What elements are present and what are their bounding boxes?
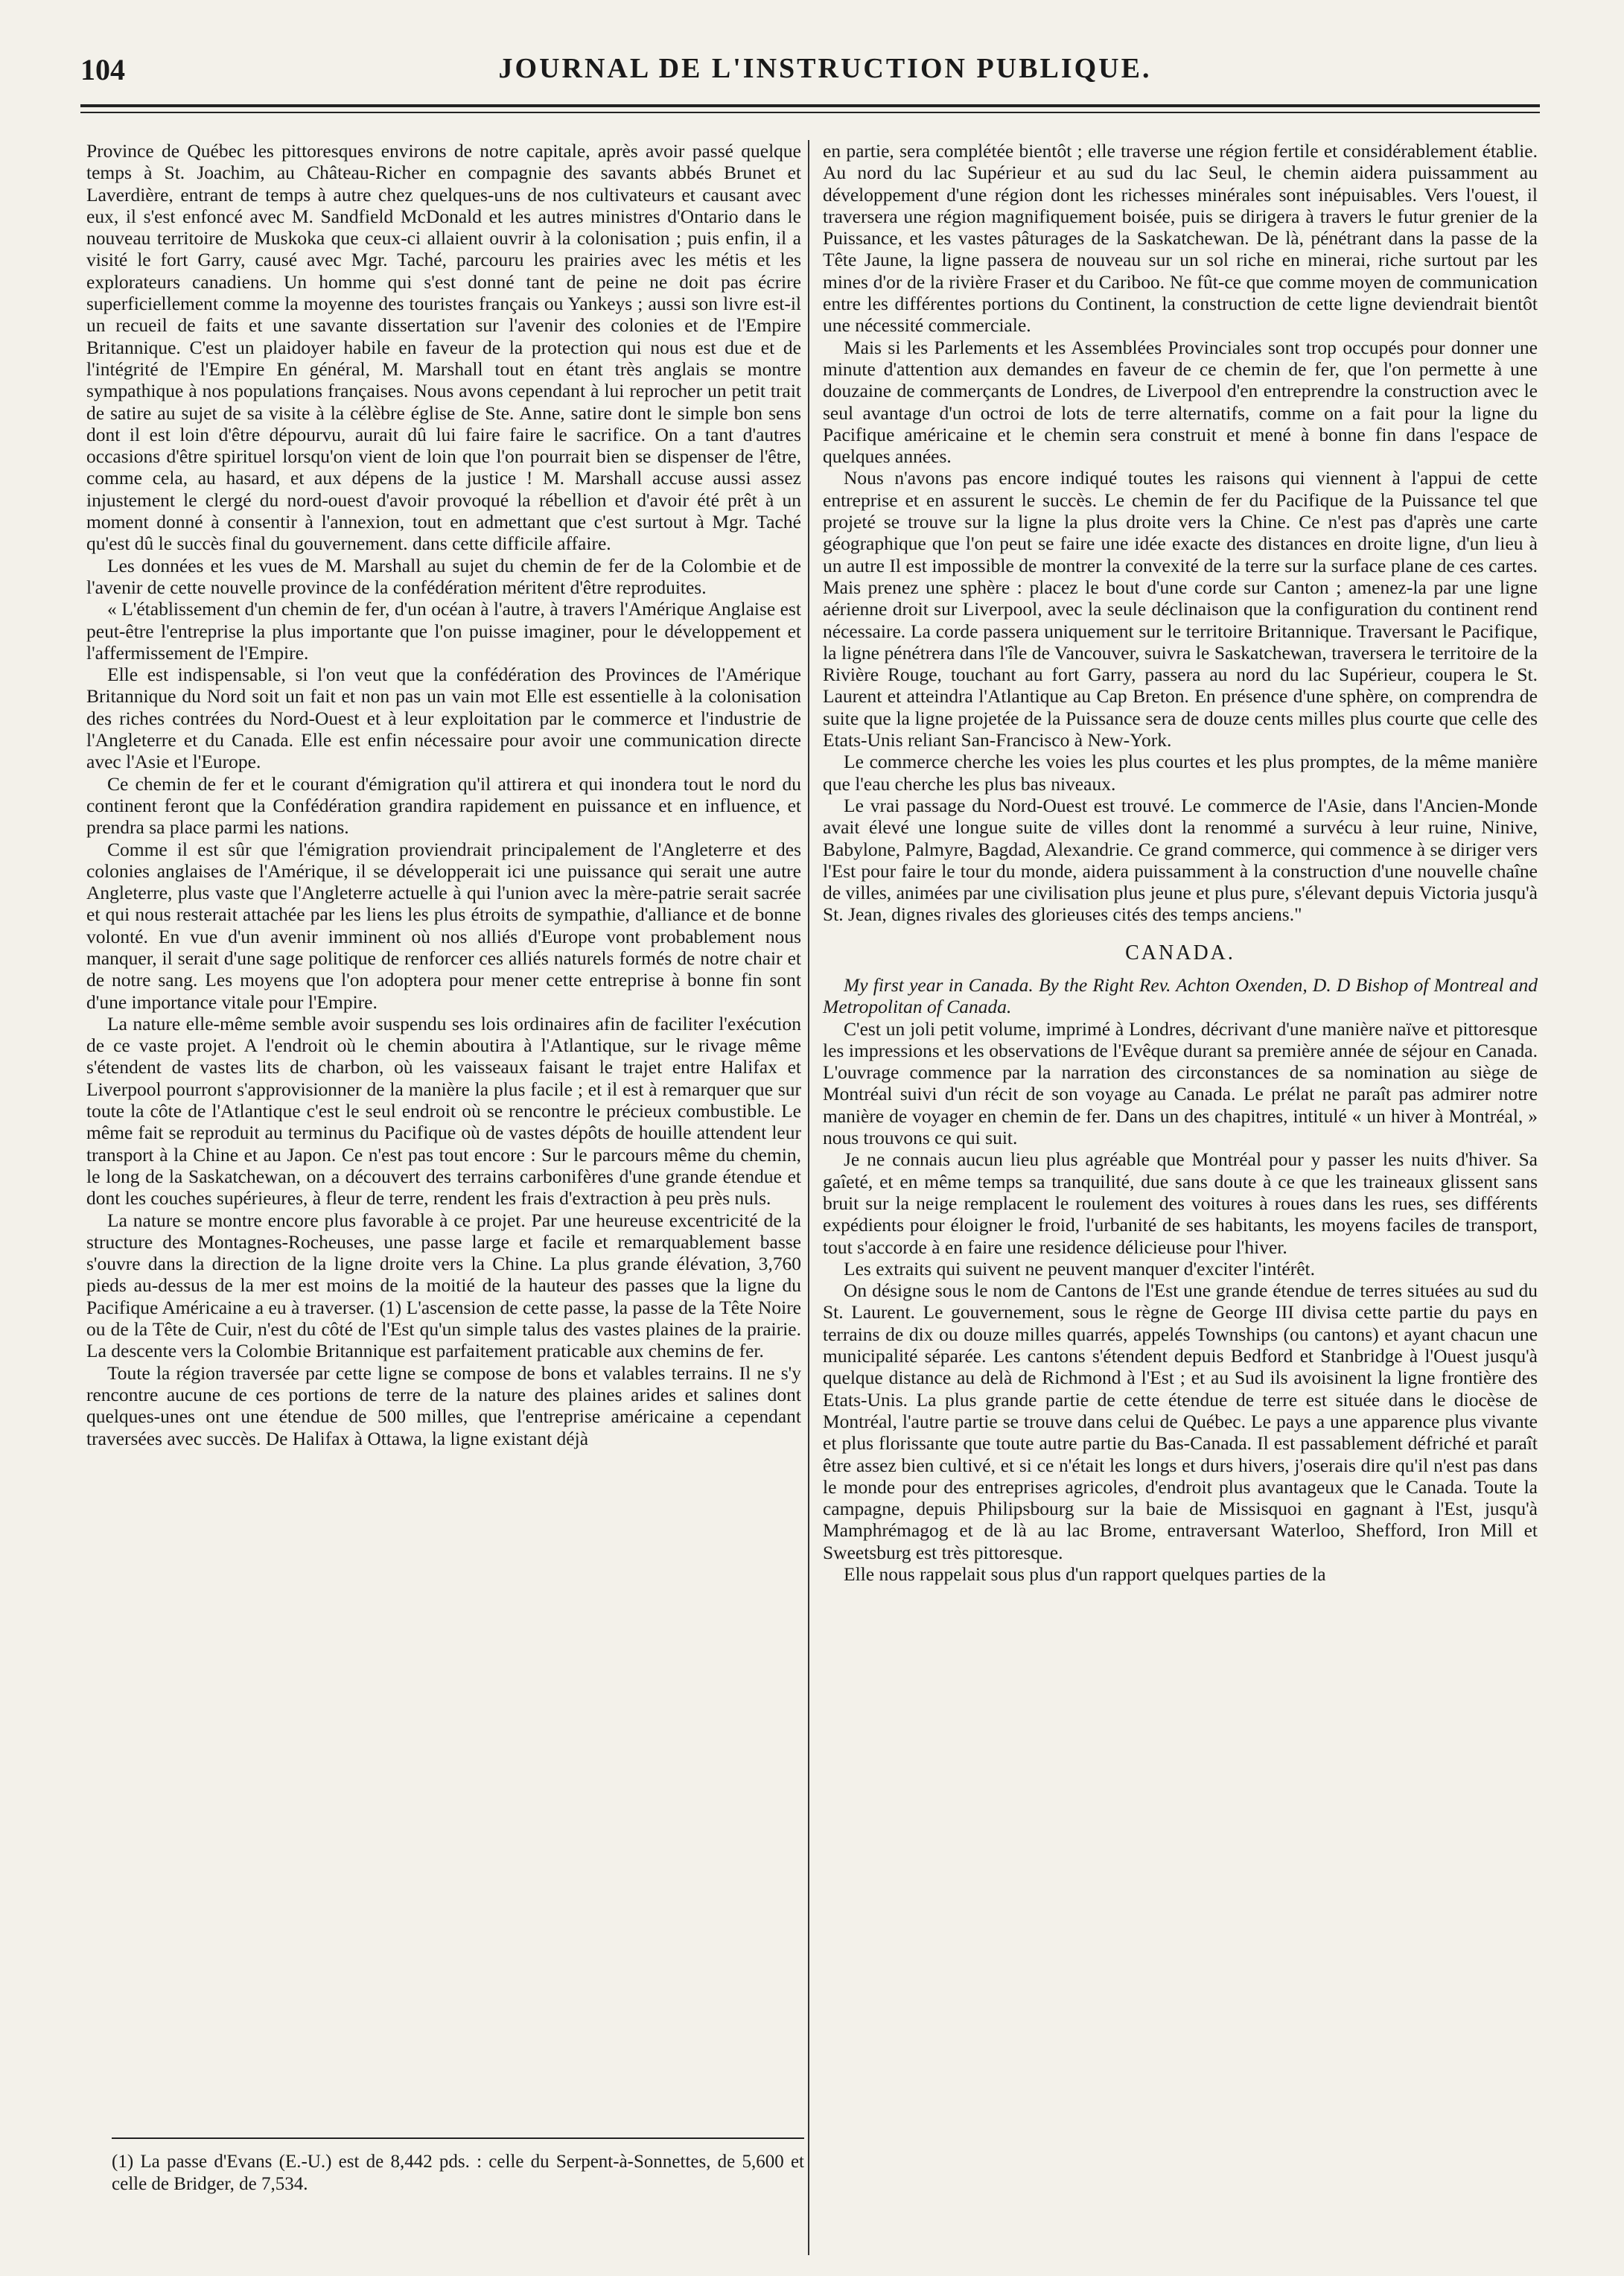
header-rule — [80, 104, 1540, 107]
paragraph: C'est un joli petit volume, imprimé à Londres, décrivant d'une manière naïve et pittoresque les impressions et les observations de l'Evêque durant sa première année de séjour en Canada. L'ouvrage commence par la narration des circonstances de sa nomination au siège de Montréal suivi d'un récit de son voyage au Canada. Le prélat ne paraît pas admirer notre manière de voyager en chemin de fer. Dans un des chapitres, intitulé « un hiver à Montréal, » nous trouvons ce qui suit. — [823, 1017, 1538, 1149]
page-header — [80, 52, 1540, 104]
paragraph: Elle nous rappelait sous plus d'un rapport quelques parties de la — [844, 1563, 1326, 1585]
left-column — [86, 140, 801, 1449]
paragraph: Nous n'avons pas encore indiqué toutes les raisons qui viennent à l'appui de cette entreprise et en assurent le succès. Le chemin de fer du Pacifique de la Puissance tel que projeté se trouve sur la ligne la plus droite vers la Chine. Ce n'est pas d'après une carte géographique que l'on peut se faire une idée exacte des distances en droite ligne, d'un lieu à un autre Il est impossible de montrer la convexité de la terre sur la surface plane de ces cartes. Mais prenez une sphère : placez le bout d'une corde sur Canton ; amenez-la par une ligne aérienne droit sur Liverpool, avec la seule déclinaison que la configuration du continent rend nécessaire. La corde passera uniquement sur le territoire Britannique. Traversant le Pacifique, la ligne pénétrera dans l'île de Vancouver, suivra le Saskatchewan, traversera le territoire de la Rivière Rouge, touchant au fort Garry, passera au nord du lac Supérieur, coupera le St. Laurent et atteindra l'Atlantique au Cap Breton. En présence d'une sphère, on comprendra de suite que la ligne projetée de la Puissance sera de douze cents milles plus courte que celle des Etats-Unis reliant San-Francisco à New-York. — [823, 467, 1538, 751]
paragraph: Ce chemin de fer et le courant d'émigration qu'il attirera et qui inondera tout le nord du continent feront que la Confédération grandira rapidement en puissance et en influence, et prendra sa place parmi les nations. — [86, 772, 801, 839]
section-heading: CANADA. — [1125, 941, 1235, 964]
paragraph: « L'établissement d'un chemin de fer, d'un océan à l'autre, à travers l'Amérique Anglaise est peut-être l'entreprise la plus importante que l'on puisse imaginer, pour le développement et l'affermissement de l'Empire. — [86, 598, 801, 664]
header-rule-thin — [80, 112, 1540, 113]
paragraph: Les extraits qui suivent ne peuvent manquer d'exciter l'intérêt. — [844, 1257, 1316, 1280]
paragraph: Province de Québec les pittoresques environs de notre capitale, après avoir passé quelque temps à St. Joachim, au Château-Richer en compagnie des savants abbés Brunet et Laverdière, entrant de temps à autre chez quelques-uns de nos cultivateurs et causant avec eux, il s'est enfoncé avec M. Sandfield McDonald et les autres ministres d'Ontario dans le nouveau territoire de Muskoka que ceux-ci allaient ouvrir à la colonisation ; puis enfin, il a visité le fort Garry, causé avec Mgr. Taché, parcouru les prairies avec les métis et les explorateurs canadiens. Un homme qui s'est donné tant de peine ne doit pas écrire superficiellement comme la moyenne des touristes français ou Yankeys ; aussi son livre est-il un recueil de faits et une savante dissertation sur l'avenir des colonies et de l'Empire Britannique. C'est un plaidoyer habile en faveur de la protection qui nous est due et de l'intégrité de l'Empire En général, M. Marshall tout en étant très anglais se montre sympathique à nos populations françaises. Nous avons cependant à lui reprocher un petit trait de satire au sujet de sa visite à la célèbre église de Ste. Anne, satire dont le simple bon sens dont il est loin d'être dépourvu, aurait dû lui faire faire le sacrifice. On a tant d'autres occasions d'être spirituel lorsqu'on vient de loin que l'on pourrait bien se dispenser de l'être, comme cela, au hasard, et aux dépens de la justice ! M. Marshall accuse aussi assez injustement le clergé du nord-ouest d'avoir provoqué la rébellion et d'avoir été prêt à un moment donné à consentir à l'annexion, tout en admettant que c'est surtout à Mgr. Taché qu'est dû le succès final du gouvernement. dans cette difficile affaire. — [86, 140, 801, 555]
column-divider — [808, 140, 809, 2255]
page-number: 104 — [80, 53, 125, 86]
book-citation: My first year in Canada. By the Right Rev. Achton Oxenden, D. D Bishop of Montreal and Metropolitan of Canada. — [823, 973, 1538, 1018]
journal-title: JOURNAL DE L'INSTRUCTION PUBLIQUE. — [498, 53, 1152, 84]
paragraph: La nature se montre encore plus favorable à ce projet. Par une heureuse excentricité de la structure des Montagnes-Rocheuses, une passe large et facile et remarquablement basse s'ouvre dans la direction de la ligne droite vers la Chine. La plus grande élévation, 3,760 pieds au-dessus de la mer est moins de la moitié de la hauteur des passes que la ligne du Pacifique Américaine a eu à traverser. (1) L'ascension de cette passe, la passe de la Tête Noire ou de la Tête de Cuir, n'est du côté de l'Est qu'un simple talus des vastes plaines de la prairie. La descente vers la Colombie Britannique est parfaitement praticable aux chemins de fer. — [86, 1209, 801, 1362]
paragraph: On désigne sous le nom de Cantons de l'Est une grande étendue de terres situées au sud du St. Laurent. Le gouvernement, sous le règne de George III divisa cette partie du pays en terrains de dix ou douze milles quarrés, appelés Townships (ou cantons) et ayant chacun une municipalité séparée. Les cantons s'étendent depuis Bedford et Stanbridge à l'Ouest jusqu'à quelque distance au delà de Richmond à l'Est ; et au Sud ils avoisinent la ligne frontière des Etats-Unis. La plus grande partie de cette étendue de terre est située dans le diocèse de Montréal, l'autre partie se trouve dans celui de Québec. Le pays a une apparence plus vivante et plus florissante que toute autre partie du Bas-Canada. Il est passablement défriché et paraît être assez bien cultivé, et si ce n'était les longs et durs hivers, j'oserais dire qu'il n'est pas dans le monde pour des entreprises agricoles, d'endroit plus avantageux que le Canada. Toute la campagne, depuis Philipsbourg sur la baie de Missisquoi en gagnant à l'Est, jusqu'à Mamphrémagog et de là au lac Brome, entraversant Waterloo, Shefford, Iron Mill et Sweetsburg est très pittoresque. — [823, 1280, 1538, 1563]
paragraph: Comme il est sûr que l'émigration proviendrait principalement de l'Angleterre et des colonies anglaises de l'Amérique, il se développerait ici une puissance qui serait une autre Angleterre, plus vaste que l'Angleterre actuelle à qui l'union avec la mère-patrie serait sacrée et qui nous resterait attachée par les liens les plus étroits de sympathie, d'alliance et de bonne volonté. En vue d'un avenir imminent où nos alliés d'Europe vont probablement nous manquer, il serait d'une sage politique de renforcer ces alliés naturels formés de notre chair et de notre sang. Les moyens que l'on adoptera pour mener cette entreprise à bonne fin sont d'une importance vitale pour l'Empire. — [86, 838, 801, 1013]
paragraph: Le commerce cherche les voies les plus courtes et les plus promptes, de la même manière que l'eau cherche les plus bas niveaux. — [823, 751, 1538, 795]
paragraph: La nature elle-même semble avoir suspendu ses lois ordinaires afin de faciliter l'exécution de ce vaste projet. A l'endroit où le chemin aboutira à l'Atlantique, sur le rivage même s'étendent de vastes lits de charbon, où les vaisseaux faisant le trajet entre Halifax et Liverpool pourront s'approvisionner de la manière la plus facile ; et il est à remarquer que sur toute la côte de l'Atlantique c'est le seul endroit où se rencontre le précieux combustible. Le même fait se reproduit au terminus du Pacifique où de vastes dépôts de houille attendent leur transport à la Chine et au Japon. Ce n'est pas tout encore : Sur le parcours même du chemin, le long de la Saskatchewan, on a découvert des terrains carbonifères d'une grande étendue et dont les couches supérieures, à fleur de terre, rendent les frais d'extraction à peu près nuls. — [86, 1012, 801, 1209]
footnote-rule — [112, 2137, 804, 2139]
paragraph: Elle est indispensable, si l'on veut que la confédération des Provinces de l'Amérique Britannique du Nord soit un fait et non pas un vain mot Elle est essentielle à la colonisation des riches contrées du Nord-Ouest et à leur exploitation par le commerce et l'industrie de l'Angleterre et du Canada. Elle est enfin nécessaire pour avoir une communication directe avec l'Asie et l'Europe. — [86, 664, 801, 773]
right-column — [823, 140, 1538, 1585]
paragraph: Je ne connais aucun lieu plus agréable que Montréal pour y passer les nuits d'hiver. Sa gaîeté, et en même temps sa tranquilité, due sans doute à ce que les traineaux glissent sans bruit sur la neige remplacent le roulement des voitures à roues dans les rues, ses différents expédients pour éloigner le froid, l'urbanité de ses habitants, les moyens faciles de transport, tout s'accorde à en faire une residence délicieuse pour l'hiver. — [823, 1148, 1538, 1258]
paragraph: Les données et les vues de M. Marshall au sujet du chemin de fer de la Colombie et de l'avenir de cette nouvelle province de la confédération méritent d'être reproduites. — [86, 554, 801, 598]
footnote: (1) La passe d'Evans (E.-U.) est de 8,442 pds. : celle du Serpent-à-Sonnettes, de 5,600 et celle de Bridger, de 7,534. — [112, 2152, 804, 2194]
paragraph: en partie, sera complétée bientôt ; elle traverse une région fertile et considérablement établie. Au nord du lac Supérieur et au sud du lac Seul, le chemin aidera puissamment au développement d'une région dont les richesses minérales sont inépuisables. Vers l'ouest, il traversera une région magnifiquement boisée, puis se dirigera à travers le futur grenier de la Puissance, et les vastes pâturages de la Saskatchewan. De là, pénétrant dans la passe de la Tête Jaune, la ligne passera de nouveau sur un sol riche en minerai, riche surtout par les mines d'or de la rivière Fraser et du Cariboo. Ne fût-ce que comme moyen de communication entre les différentes portions du Continent, la construction de cette ligne deviendrait bientôt une nécessité commerciale. — [823, 140, 1538, 337]
paragraph: Toute la région traversée par cette ligne se compose de bons et valables terrains. Il ne s'y rencontre aucune de ces portions de terre de la nature des plaines arides et salines dont quelques-unes ont une étendue de 500 milles, que l'entreprise américaine a cependant traversées avec succès. De Halifax à Ottawa, la ligne existant déjà — [86, 1361, 801, 1449]
paragraph: Mais si les Parlements et les Assemblées Provinciales sont trop occupés pour donner une minute d'attention aux demandes en faveur de ce chemin de fer, que l'on permette à une douzaine de commerçants de Londres, de Liverpool d'en entreprendre la construction avec le seul avantage d'un octroi de lots de terre alternatifs, comme on a fait pour la ligne du Pacifique américaine et le chemin sera construit et mené à bonne fin dans l'espace de quelques années. — [823, 336, 1538, 468]
paragraph: Le vrai passage du Nord-Ouest est trouvé. Le commerce de l'Asie, dans l'Ancien-Monde avait élevé une longue suite de villes dont la renommé a survécu à leur ruine, Ninive, Babylone, Palmyre, Bagdad, Alexandrie. Ce grand commerce, qui commence à se diriger vers l'Est pour faire le tour du monde, aidera puissamment à la construction d'une nouvelle chaîne de villes, animées par une civilisation plus jeune et plus pure, s'élevant depuis Victoria jusqu'à St. Jean, dignes rivales des glorieuses cités des temps anciens." — [823, 794, 1538, 926]
